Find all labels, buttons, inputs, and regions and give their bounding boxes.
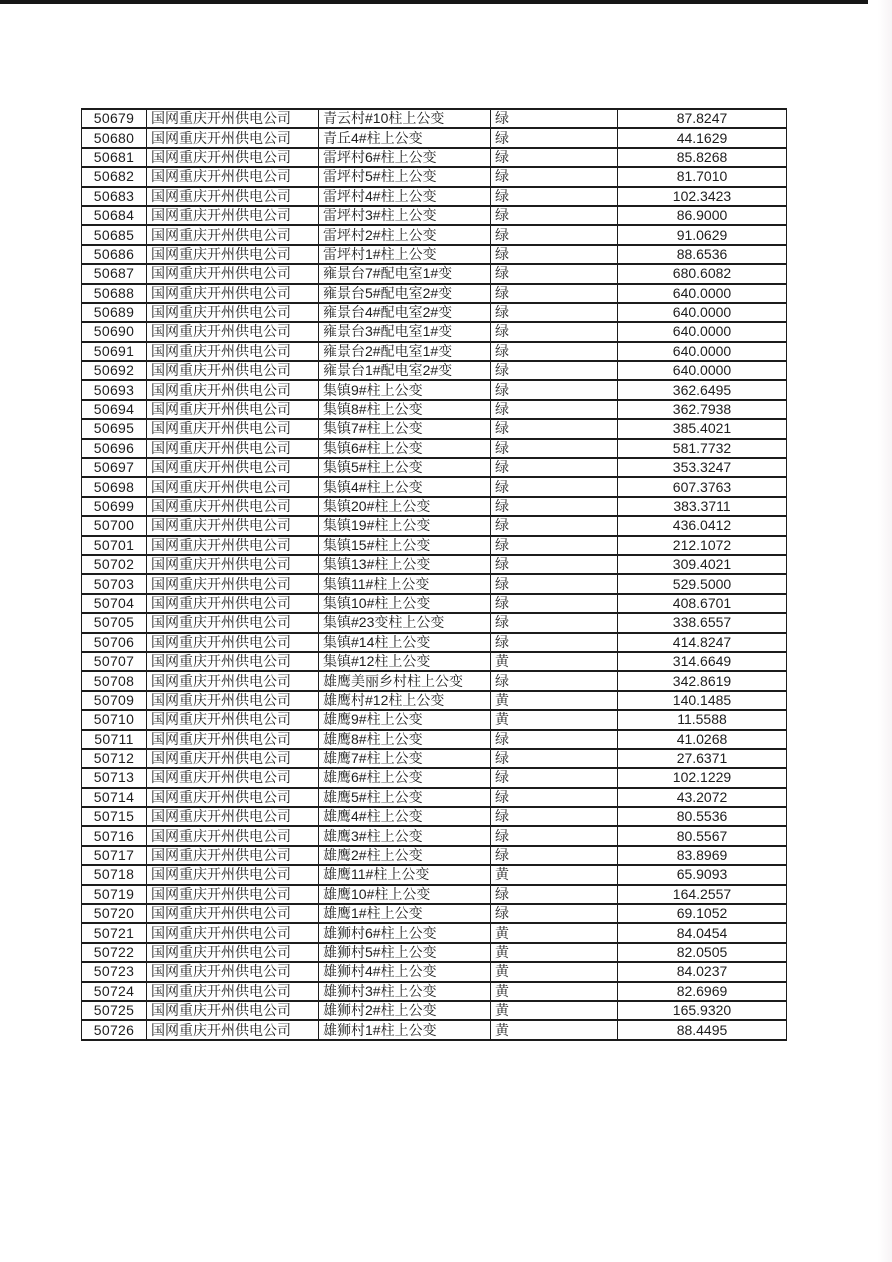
cell-company: 国网重庆开州供电公司 <box>147 342 319 361</box>
cell-status: 绿 <box>491 497 618 516</box>
cell-company: 国网重庆开州供电公司 <box>147 710 319 729</box>
cell-status: 绿 <box>491 826 618 845</box>
cell-status: 绿 <box>491 730 618 749</box>
cell-value: 640.0000 <box>618 303 787 322</box>
cell-status: 绿 <box>491 768 618 787</box>
cell-company: 国网重庆开州供电公司 <box>147 187 319 206</box>
table-row <box>82 633 787 652</box>
table-row <box>82 1001 787 1020</box>
cell-value: 80.5567 <box>618 826 787 845</box>
cell-device: 集镇#14柱上公变 <box>319 633 491 652</box>
cell-device: 集镇19#柱上公变 <box>319 516 491 535</box>
cell-id: 50702 <box>82 555 147 574</box>
cell-status: 绿 <box>491 109 618 128</box>
cell-device: 雍景台7#配电室1#变 <box>319 264 491 283</box>
transformer-data-table <box>81 108 787 1041</box>
cell-company: 国网重庆开州供电公司 <box>147 439 319 458</box>
cell-value: 11.5588 <box>618 710 787 729</box>
cell-status: 绿 <box>491 788 618 807</box>
table-row <box>82 458 787 477</box>
table-row <box>82 148 787 167</box>
cell-value: 81.7010 <box>618 167 787 186</box>
cell-status: 绿 <box>491 574 618 593</box>
table-row <box>82 322 787 341</box>
cell-value: 102.3423 <box>618 187 787 206</box>
cell-status: 绿 <box>491 380 618 399</box>
cell-id: 50714 <box>82 788 147 807</box>
cell-status: 绿 <box>491 846 618 865</box>
cell-value: 69.1052 <box>618 904 787 923</box>
cell-id: 50686 <box>82 245 147 264</box>
table-row <box>82 361 787 380</box>
table-row <box>82 497 787 516</box>
cell-company: 国网重庆开州供电公司 <box>147 962 319 981</box>
cell-value: 640.0000 <box>618 322 787 341</box>
table-row <box>82 380 787 399</box>
cell-status: 绿 <box>491 904 618 923</box>
cell-company: 国网重庆开州供电公司 <box>147 865 319 884</box>
cell-company: 国网重庆开州供电公司 <box>147 574 319 593</box>
cell-value: 84.0237 <box>618 962 787 981</box>
cell-company: 国网重庆开州供电公司 <box>147 284 319 303</box>
cell-value: 529.5000 <box>618 574 787 593</box>
cell-company: 国网重庆开州供电公司 <box>147 128 319 147</box>
table-container <box>81 108 786 1041</box>
cell-id: 50685 <box>82 225 147 244</box>
cell-company: 国网重庆开州供电公司 <box>147 671 319 690</box>
table-row <box>82 245 787 264</box>
cell-company: 国网重庆开州供电公司 <box>147 245 319 264</box>
cell-id: 50694 <box>82 400 147 419</box>
cell-company: 国网重庆开州供电公司 <box>147 322 319 341</box>
cell-status: 绿 <box>491 555 618 574</box>
cell-id: 50709 <box>82 691 147 710</box>
cell-company: 国网重庆开州供电公司 <box>147 633 319 652</box>
cell-device: 集镇9#柱上公变 <box>319 380 491 399</box>
cell-device: 雄狮村3#柱上公变 <box>319 982 491 1001</box>
table-body <box>82 109 787 1040</box>
table-row <box>82 613 787 632</box>
cell-id: 50726 <box>82 1020 147 1039</box>
cell-company: 国网重庆开州供电公司 <box>147 788 319 807</box>
cell-id: 50713 <box>82 768 147 787</box>
table-row <box>82 904 787 923</box>
cell-value: 44.1629 <box>618 128 787 147</box>
table-row <box>82 768 787 787</box>
cell-device: 集镇15#柱上公变 <box>319 536 491 555</box>
table-row <box>82 885 787 904</box>
cell-id: 50679 <box>82 109 147 128</box>
cell-status: 绿 <box>491 885 618 904</box>
cell-device: 雍景台5#配电室2#变 <box>319 284 491 303</box>
cell-company: 国网重庆开州供电公司 <box>147 749 319 768</box>
table-row <box>82 419 787 438</box>
cell-status: 绿 <box>491 361 618 380</box>
cell-device: 雄鹰5#柱上公变 <box>319 788 491 807</box>
cell-status: 黄 <box>491 710 618 729</box>
cell-device: 集镇11#柱上公变 <box>319 574 491 593</box>
cell-company: 国网重庆开州供电公司 <box>147 225 319 244</box>
cell-status: 绿 <box>491 245 618 264</box>
cell-value: 91.0629 <box>618 225 787 244</box>
table-row <box>82 788 787 807</box>
cell-company: 国网重庆开州供电公司 <box>147 594 319 613</box>
cell-value: 84.0454 <box>618 923 787 942</box>
table-row <box>82 128 787 147</box>
cell-device: 集镇20#柱上公变 <box>319 497 491 516</box>
cell-company: 国网重庆开州供电公司 <box>147 477 319 496</box>
cell-id: 50691 <box>82 342 147 361</box>
cell-status: 黄 <box>491 691 618 710</box>
cell-value: 212.1072 <box>618 536 787 555</box>
cell-id: 50724 <box>82 982 147 1001</box>
cell-device: 雄狮村6#柱上公变 <box>319 923 491 942</box>
cell-value: 85.8268 <box>618 148 787 167</box>
table-row <box>82 109 787 128</box>
cell-device: 青丘4#柱上公变 <box>319 128 491 147</box>
table-row <box>82 536 787 555</box>
cell-device: 雄狮村4#柱上公变 <box>319 962 491 981</box>
cell-status: 绿 <box>491 458 618 477</box>
cell-device: 雷坪村4#柱上公变 <box>319 187 491 206</box>
cell-id: 50692 <box>82 361 147 380</box>
cell-value: 640.0000 <box>618 284 787 303</box>
cell-id: 50706 <box>82 633 147 652</box>
cell-device: 雷坪村1#柱上公变 <box>319 245 491 264</box>
cell-id: 50708 <box>82 671 147 690</box>
table-row <box>82 167 787 186</box>
cell-status: 黄 <box>491 923 618 942</box>
cell-status: 黄 <box>491 962 618 981</box>
cell-company: 国网重庆开州供电公司 <box>147 497 319 516</box>
cell-company: 国网重庆开州供电公司 <box>147 1020 319 1039</box>
cell-value: 314.6649 <box>618 652 787 671</box>
cell-id: 50687 <box>82 264 147 283</box>
cell-device: 雷坪村3#柱上公变 <box>319 206 491 225</box>
cell-value: 353.3247 <box>618 458 787 477</box>
cell-id: 50698 <box>82 477 147 496</box>
cell-status: 绿 <box>491 187 618 206</box>
cell-device: 雄鹰1#柱上公变 <box>319 904 491 923</box>
cell-id: 50699 <box>82 497 147 516</box>
cell-status: 绿 <box>491 477 618 496</box>
cell-status: 黄 <box>491 1020 618 1039</box>
cell-id: 50716 <box>82 826 147 845</box>
cell-company: 国网重庆开州供电公司 <box>147 982 319 1001</box>
table-row <box>82 710 787 729</box>
table-row <box>82 943 787 962</box>
cell-value: 140.1485 <box>618 691 787 710</box>
table-row <box>82 865 787 884</box>
cell-status: 黄 <box>491 865 618 884</box>
table-row <box>82 846 787 865</box>
cell-value: 41.0268 <box>618 730 787 749</box>
cell-company: 国网重庆开州供电公司 <box>147 768 319 787</box>
cell-id: 50681 <box>82 148 147 167</box>
cell-status: 绿 <box>491 419 618 438</box>
table-row <box>82 923 787 942</box>
cell-company: 国网重庆开州供电公司 <box>147 516 319 535</box>
table-row <box>82 574 787 593</box>
table-row <box>82 691 787 710</box>
table-row <box>82 555 787 574</box>
cell-id: 50696 <box>82 439 147 458</box>
cell-device: 雄狮村5#柱上公变 <box>319 943 491 962</box>
cell-status: 绿 <box>491 167 618 186</box>
cell-device: 雷坪村2#柱上公变 <box>319 225 491 244</box>
cell-device: 雍景台4#配电室2#变 <box>319 303 491 322</box>
cell-id: 50697 <box>82 458 147 477</box>
cell-device: 雄鹰美丽乡村柱上公变 <box>319 671 491 690</box>
cell-company: 国网重庆开州供电公司 <box>147 652 319 671</box>
cell-status: 绿 <box>491 322 618 341</box>
table-row <box>82 516 787 535</box>
table-row <box>82 264 787 283</box>
cell-value: 164.2557 <box>618 885 787 904</box>
cell-value: 65.9093 <box>618 865 787 884</box>
cell-device: 雄鹰4#柱上公变 <box>319 807 491 826</box>
cell-value: 165.9320 <box>618 1001 787 1020</box>
cell-value: 88.4495 <box>618 1020 787 1039</box>
cell-id: 50704 <box>82 594 147 613</box>
cell-device: 雍景台3#配电室1#变 <box>319 322 491 341</box>
cell-value: 385.4021 <box>618 419 787 438</box>
cell-id: 50721 <box>82 923 147 942</box>
cell-value: 87.8247 <box>618 109 787 128</box>
cell-status: 绿 <box>491 633 618 652</box>
cell-device: 集镇4#柱上公变 <box>319 477 491 496</box>
cell-device: 集镇7#柱上公变 <box>319 419 491 438</box>
cell-id: 50689 <box>82 303 147 322</box>
cell-company: 国网重庆开州供电公司 <box>147 167 319 186</box>
cell-id: 50693 <box>82 380 147 399</box>
cell-id: 50720 <box>82 904 147 923</box>
cell-device: 雍景台2#配电室1#变 <box>319 342 491 361</box>
cell-device: 集镇5#柱上公变 <box>319 458 491 477</box>
table-row <box>82 962 787 981</box>
table-row <box>82 303 787 322</box>
cell-status: 黄 <box>491 652 618 671</box>
cell-id: 50719 <box>82 885 147 904</box>
table-row <box>82 1020 787 1039</box>
cell-value: 680.6082 <box>618 264 787 283</box>
cell-company: 国网重庆开州供电公司 <box>147 691 319 710</box>
cell-company: 国网重庆开州供电公司 <box>147 206 319 225</box>
cell-device: 集镇10#柱上公变 <box>319 594 491 613</box>
cell-id: 50682 <box>82 167 147 186</box>
cell-status: 绿 <box>491 225 618 244</box>
cell-status: 绿 <box>491 264 618 283</box>
cell-device: 雄鹰10#柱上公变 <box>319 885 491 904</box>
cell-value: 383.3711 <box>618 497 787 516</box>
cell-company: 国网重庆开州供电公司 <box>147 303 319 322</box>
cell-device: 雄狮村1#柱上公变 <box>319 1020 491 1039</box>
cell-device: 雄鹰6#柱上公变 <box>319 768 491 787</box>
cell-value: 436.0412 <box>618 516 787 535</box>
cell-status: 绿 <box>491 128 618 147</box>
cell-company: 国网重庆开州供电公司 <box>147 904 319 923</box>
cell-value: 309.4021 <box>618 555 787 574</box>
cell-id: 50722 <box>82 943 147 962</box>
cell-company: 国网重庆开州供电公司 <box>147 943 319 962</box>
cell-value: 414.8247 <box>618 633 787 652</box>
cell-value: 342.8619 <box>618 671 787 690</box>
cell-value: 581.7732 <box>618 439 787 458</box>
cell-value: 80.5536 <box>618 807 787 826</box>
cell-id: 50710 <box>82 710 147 729</box>
cell-value: 82.6969 <box>618 982 787 1001</box>
cell-id: 50695 <box>82 419 147 438</box>
cell-id: 50690 <box>82 322 147 341</box>
table-row <box>82 730 787 749</box>
scan-edge-shade <box>878 0 892 1262</box>
table-row <box>82 206 787 225</box>
cell-device: 雄鹰8#柱上公变 <box>319 730 491 749</box>
cell-id: 50707 <box>82 652 147 671</box>
table-row <box>82 826 787 845</box>
cell-id: 50711 <box>82 730 147 749</box>
cell-company: 国网重庆开州供电公司 <box>147 419 319 438</box>
cell-company: 国网重庆开州供电公司 <box>147 807 319 826</box>
cell-value: 43.2072 <box>618 788 787 807</box>
cell-value: 408.6701 <box>618 594 787 613</box>
cell-value: 102.1229 <box>618 768 787 787</box>
cell-device: 雄狮村2#柱上公变 <box>319 1001 491 1020</box>
cell-device: 集镇13#柱上公变 <box>319 555 491 574</box>
cell-id: 50683 <box>82 187 147 206</box>
cell-device: 雍景台1#配电室2#变 <box>319 361 491 380</box>
table-row <box>82 225 787 244</box>
cell-status: 绿 <box>491 400 618 419</box>
cell-company: 国网重庆开州供电公司 <box>147 826 319 845</box>
cell-id: 50701 <box>82 536 147 555</box>
page-top-border <box>0 0 868 4</box>
cell-status: 绿 <box>491 342 618 361</box>
cell-company: 国网重庆开州供电公司 <box>147 109 319 128</box>
cell-value: 82.0505 <box>618 943 787 962</box>
cell-value: 607.3763 <box>618 477 787 496</box>
cell-status: 绿 <box>491 613 618 632</box>
cell-value: 83.8969 <box>618 846 787 865</box>
cell-company: 国网重庆开州供电公司 <box>147 264 319 283</box>
cell-device: 集镇#23变柱上公变 <box>319 613 491 632</box>
cell-company: 国网重庆开州供电公司 <box>147 555 319 574</box>
cell-status: 绿 <box>491 807 618 826</box>
table-row <box>82 400 787 419</box>
cell-company: 国网重庆开州供电公司 <box>147 923 319 942</box>
table-row <box>82 807 787 826</box>
table-row <box>82 342 787 361</box>
cell-value: 86.9000 <box>618 206 787 225</box>
cell-device: 雄鹰村#12柱上公变 <box>319 691 491 710</box>
table-row <box>82 671 787 690</box>
cell-value: 640.0000 <box>618 361 787 380</box>
cell-device: 集镇#12柱上公变 <box>319 652 491 671</box>
cell-status: 黄 <box>491 943 618 962</box>
cell-value: 338.6557 <box>618 613 787 632</box>
table-row <box>82 284 787 303</box>
cell-company: 国网重庆开州供电公司 <box>147 730 319 749</box>
cell-device: 雄鹰2#柱上公变 <box>319 846 491 865</box>
cell-device: 雄鹰9#柱上公变 <box>319 710 491 729</box>
cell-company: 国网重庆开州供电公司 <box>147 536 319 555</box>
cell-id: 50717 <box>82 846 147 865</box>
cell-id: 50725 <box>82 1001 147 1020</box>
cell-status: 绿 <box>491 594 618 613</box>
cell-value: 88.6536 <box>618 245 787 264</box>
cell-company: 国网重庆开州供电公司 <box>147 885 319 904</box>
cell-device: 青云村#10柱上公变 <box>319 109 491 128</box>
cell-id: 50715 <box>82 807 147 826</box>
cell-company: 国网重庆开州供电公司 <box>147 400 319 419</box>
table-row <box>82 594 787 613</box>
cell-id: 50680 <box>82 128 147 147</box>
cell-status: 黄 <box>491 982 618 1001</box>
cell-value: 362.6495 <box>618 380 787 399</box>
cell-company: 国网重庆开州供电公司 <box>147 380 319 399</box>
cell-id: 50684 <box>82 206 147 225</box>
cell-status: 绿 <box>491 671 618 690</box>
cell-id: 50718 <box>82 865 147 884</box>
cell-status: 绿 <box>491 536 618 555</box>
cell-id: 50700 <box>82 516 147 535</box>
cell-value: 27.6371 <box>618 749 787 768</box>
cell-id: 50705 <box>82 613 147 632</box>
cell-status: 绿 <box>491 516 618 535</box>
cell-device: 集镇8#柱上公变 <box>319 400 491 419</box>
cell-device: 雄鹰7#柱上公变 <box>319 749 491 768</box>
cell-status: 绿 <box>491 439 618 458</box>
table-row <box>82 187 787 206</box>
cell-company: 国网重庆开州供电公司 <box>147 361 319 380</box>
cell-company: 国网重庆开州供电公司 <box>147 458 319 477</box>
cell-status: 绿 <box>491 284 618 303</box>
cell-device: 雄鹰11#柱上公变 <box>319 865 491 884</box>
cell-value: 362.7938 <box>618 400 787 419</box>
cell-id: 50712 <box>82 749 147 768</box>
cell-value: 640.0000 <box>618 342 787 361</box>
cell-company: 国网重庆开州供电公司 <box>147 846 319 865</box>
cell-id: 50703 <box>82 574 147 593</box>
cell-device: 雷坪村5#柱上公变 <box>319 167 491 186</box>
cell-device: 雄鹰3#柱上公变 <box>319 826 491 845</box>
cell-status: 黄 <box>491 1001 618 1020</box>
cell-device: 集镇6#柱上公变 <box>319 439 491 458</box>
cell-status: 绿 <box>491 206 618 225</box>
table-row <box>82 439 787 458</box>
table-row <box>82 652 787 671</box>
cell-id: 50723 <box>82 962 147 981</box>
table-row <box>82 982 787 1001</box>
cell-id: 50688 <box>82 284 147 303</box>
cell-status: 绿 <box>491 303 618 322</box>
cell-device: 雷坪村6#柱上公变 <box>319 148 491 167</box>
cell-company: 国网重庆开州供电公司 <box>147 613 319 632</box>
cell-company: 国网重庆开州供电公司 <box>147 148 319 167</box>
cell-company: 国网重庆开州供电公司 <box>147 1001 319 1020</box>
table-row <box>82 477 787 496</box>
table-row <box>82 749 787 768</box>
cell-status: 绿 <box>491 148 618 167</box>
cell-status: 绿 <box>491 749 618 768</box>
